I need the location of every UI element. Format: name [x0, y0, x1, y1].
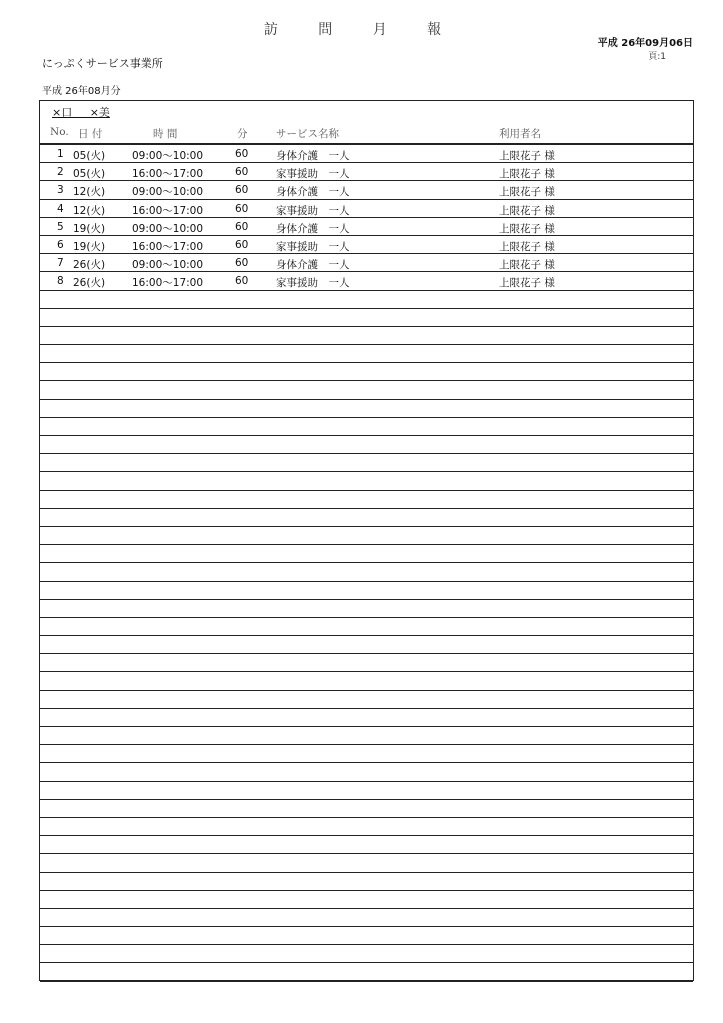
row-date: 05(火)	[73, 150, 106, 162]
table-row	[40, 691, 693, 709]
header-service: サービス名称	[276, 128, 339, 140]
office-name: にっぷくサービス事業所	[42, 57, 163, 70]
table-row	[40, 600, 693, 618]
table-row	[40, 472, 693, 490]
row-no: 3	[57, 184, 64, 197]
row-date: 26(火)	[73, 277, 106, 290]
row-user: 上限花子 様	[499, 259, 555, 272]
row-minutes: 60	[235, 238, 249, 251]
row-user: 上限花子 様	[499, 240, 555, 253]
header-user: 利用者名	[499, 128, 541, 140]
row-time: 09:00～10:00	[132, 259, 204, 272]
table-row	[40, 545, 693, 563]
table-row	[40, 654, 693, 672]
table-row	[40, 272, 693, 290]
page-number: 頁:1	[648, 52, 666, 62]
row-minutes: 60	[235, 275, 249, 288]
row-minutes: 60	[235, 148, 249, 160]
row-service: 身体介護 一人	[276, 222, 350, 235]
row-time: 09:00～10:00	[132, 150, 204, 162]
header-minutes: 分	[237, 128, 248, 140]
row-minutes: 60	[235, 184, 249, 197]
row-user: 上限花子 様	[499, 168, 555, 181]
table-row	[40, 927, 693, 945]
row-minutes: 60	[235, 202, 249, 215]
row-service: 家事援助 一人	[276, 204, 350, 217]
table-row	[40, 309, 693, 327]
report-title: 訪 問 月 報	[263, 22, 460, 38]
table-row	[40, 163, 693, 181]
row-service: 家事援助 一人	[276, 168, 350, 181]
table-row	[40, 218, 693, 236]
table-row	[40, 836, 693, 854]
row-service: 身体介護 一人	[276, 150, 350, 162]
report-table	[39, 100, 694, 981]
row-date: 26(火)	[73, 259, 106, 272]
table-row	[40, 563, 693, 581]
table-row	[40, 636, 693, 654]
table-row	[40, 454, 693, 472]
row-service: 家事援助 一人	[276, 240, 350, 253]
header-no: No.	[50, 126, 69, 138]
table-row	[40, 400, 693, 418]
table-row	[40, 291, 693, 309]
table-row	[40, 436, 693, 454]
row-date: 05(火)	[73, 168, 106, 181]
row-minutes: 60	[235, 220, 249, 233]
row-service: 身体介護 一人	[276, 186, 350, 199]
table-row	[40, 254, 693, 272]
row-user: 上限花子 様	[499, 150, 555, 162]
header-time: 時 間	[153, 128, 178, 140]
row-service: 家事援助 一人	[276, 277, 350, 290]
table-row	[40, 618, 693, 636]
staff-name: ×口 ×美	[52, 106, 110, 119]
row-date: 12(火)	[73, 204, 106, 217]
table-row	[40, 891, 693, 909]
table-row	[40, 582, 693, 600]
row-date: 19(火)	[73, 240, 106, 253]
table-row	[40, 854, 693, 872]
table-row	[40, 145, 693, 163]
table-row	[40, 727, 693, 745]
header-date: 日 付	[78, 128, 103, 140]
row-date: 19(火)	[73, 222, 106, 235]
row-user: 上限花子 様	[499, 277, 555, 290]
table-row	[40, 763, 693, 781]
table-row	[40, 491, 693, 509]
table-row	[40, 745, 693, 763]
table-body	[40, 145, 693, 982]
table-row	[40, 672, 693, 690]
table-row	[40, 873, 693, 891]
row-no: 7	[57, 257, 64, 270]
table-row	[40, 709, 693, 727]
table-row	[40, 800, 693, 818]
table-row	[40, 327, 693, 345]
report-period: 平成 26年08月分	[42, 86, 121, 97]
row-no: 4	[57, 202, 64, 215]
row-no: 8	[57, 275, 64, 288]
table-row	[40, 527, 693, 545]
row-date: 12(火)	[73, 186, 106, 199]
row-time: 16:00～17:00	[132, 168, 204, 181]
row-user: 上限花子 様	[499, 186, 555, 199]
row-no: 1	[57, 148, 64, 160]
row-user: 上限花子 様	[499, 222, 555, 235]
row-time: 16:00～17:00	[132, 204, 204, 217]
table-row	[40, 418, 693, 436]
row-minutes: 60	[235, 257, 249, 270]
table-row	[40, 782, 693, 800]
table-row	[40, 345, 693, 363]
issue-date: 平成 26年09月06日	[597, 38, 693, 49]
row-no: 6	[57, 238, 64, 251]
row-user: 上限花子 様	[499, 204, 555, 217]
row-no: 5	[57, 220, 64, 233]
row-minutes: 60	[235, 166, 249, 179]
table-row	[40, 181, 693, 199]
table-row	[40, 909, 693, 927]
table-row	[40, 200, 693, 218]
row-service: 身体介護 一人	[276, 259, 350, 272]
table-row	[40, 509, 693, 527]
table-row	[40, 363, 693, 381]
row-time: 16:00～17:00	[132, 240, 204, 253]
row-time: 09:00～10:00	[132, 186, 204, 199]
table-row	[40, 381, 693, 399]
table-row	[40, 818, 693, 836]
row-time: 09:00～10:00	[132, 222, 204, 235]
table-row	[40, 236, 693, 254]
table-row	[40, 963, 693, 981]
row-no: 2	[57, 166, 64, 179]
row-time: 16:00～17:00	[132, 277, 204, 290]
table-row	[40, 945, 693, 963]
